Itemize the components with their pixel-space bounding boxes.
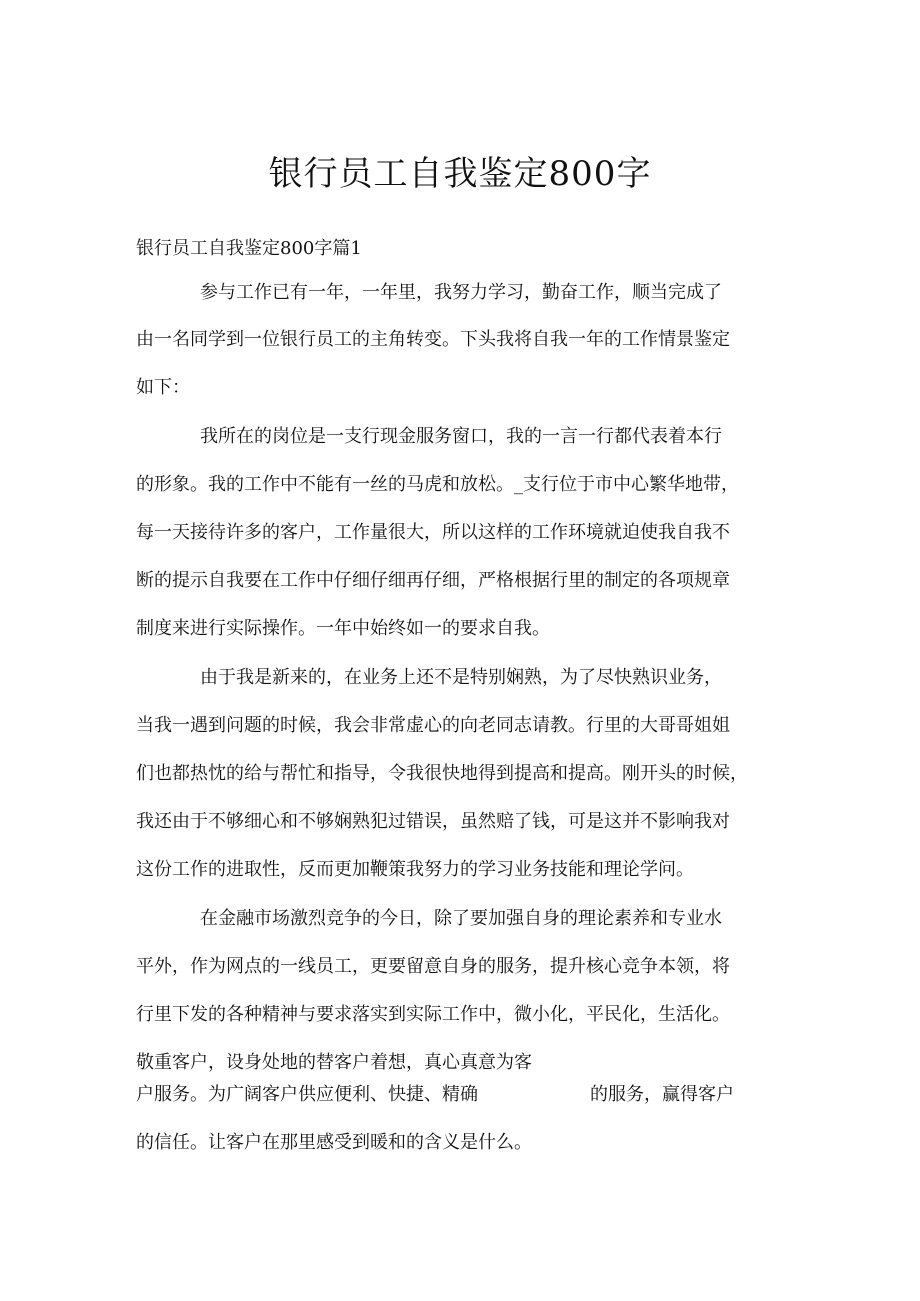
body-line: 由一名同学到一位银行员工的主角转变。下头我将自我一年的工作情景鉴定	[136, 329, 730, 350]
body-line: 如下：	[136, 377, 190, 398]
body-line: 我还由于不够细心和不够娴熟犯过错误，虽然赔了钱，可是这并不影响我对	[136, 811, 730, 832]
body-line: 的形象。我的工作中不能有一丝的马虎和放松。_支行位于市中心繁华地带，	[136, 474, 739, 495]
body-line-fragment: 的服务，赢得客户	[590, 1084, 734, 1105]
body-line: 这份工作的进取性，反而更加鞭策我努力的学习业务技能和理论学问。	[136, 859, 694, 880]
body-line: 敬重客户，设身处地的替客户着想，真心真意为客	[136, 1052, 532, 1073]
body-line: 断的提示自我要在工作中仔细仔细再仔细，严格根据行里的制定的各项规章	[136, 570, 730, 591]
body-line: 行里下发的各种精神与要求落实到实际工作中，微小化，平民化，生活化。	[136, 1004, 730, 1025]
body-line: 们也都热忱的给与帮忙和指导，令我很快地得到提高和提高。刚开头的时候，	[136, 763, 748, 784]
body-line: 平外，作为网点的一线员工，更要留意自身的服务，提升核心竞争本领，将	[136, 956, 730, 977]
body-line: 我所在的岗位是一支行现金服务窗口，我的一言一行都代表着本行	[200, 426, 722, 447]
body-line: 制度来进行实际操作。一年中始终如一的要求自我。	[136, 618, 550, 639]
page-title: 银行员工自我鉴定800字	[268, 154, 652, 194]
section-heading: 银行员工自我鉴定800字篇1	[136, 238, 362, 259]
body-line: 户服务。为广阔客户供应便利、快捷、精确	[136, 1084, 478, 1105]
body-line: 参与工作已有一年，一年里，我努力学习，勤奋工作，顺当完成了	[200, 282, 722, 303]
body-line: 的信任。让客户在那里感受到暖和的含义是什么。	[136, 1132, 532, 1153]
body-line: 由于我是新来的，在业务上还不是特别娴熟，为了尽快熟识业务，	[200, 667, 722, 688]
body-line: 每一天接待许多的客户，工作量很大，所以这样的工作环境就迫使我自我不	[136, 522, 730, 543]
body-line: 在金融市场激烈竞争的今日，除了要加强自身的理论素养和专业水	[200, 908, 722, 929]
body-line: 当我一遇到问题的时候，我会非常虚心的向老同志请教。行里的大哥哥姐姐	[136, 715, 730, 736]
